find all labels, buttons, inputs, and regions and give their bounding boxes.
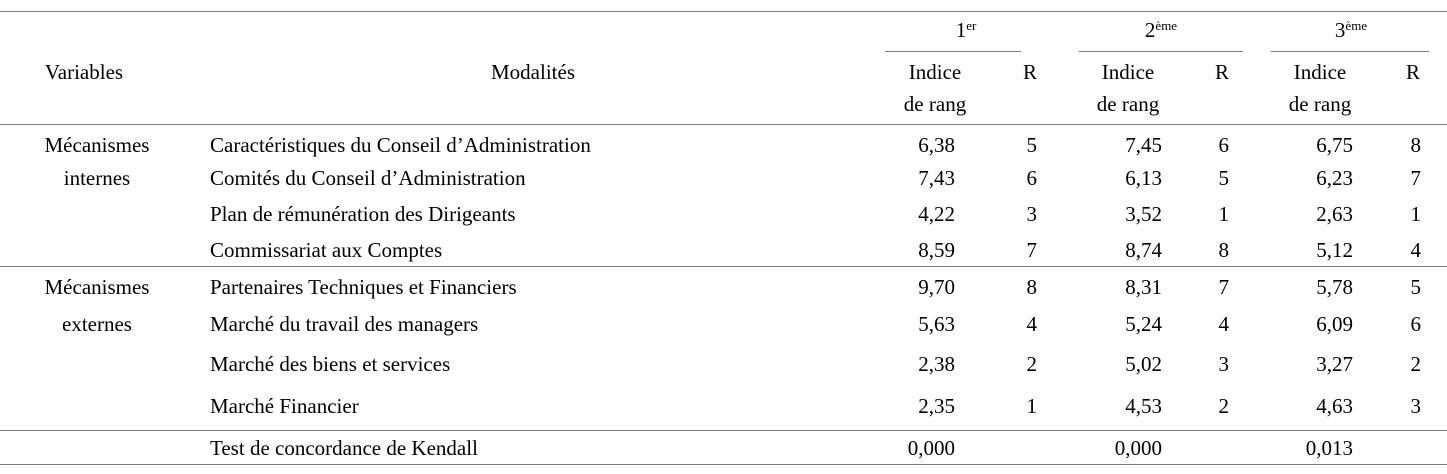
period-underline-1 xyxy=(885,51,1021,52)
row-p3-indice: 3,27 xyxy=(1316,352,1353,376)
row-p2-rank: 1 xyxy=(1218,202,1229,226)
row-p3-indice: 5,12 xyxy=(1316,238,1353,262)
row-p2-indice: 4,53 xyxy=(1125,394,1162,418)
row-p2-rank: 8 xyxy=(1218,238,1229,262)
table-top-rule xyxy=(0,11,1447,12)
row-p3-indice: 6,23 xyxy=(1316,166,1353,190)
row-p2-indice: 7,45 xyxy=(1125,133,1162,157)
row-p3-indice: 5,78 xyxy=(1316,275,1353,299)
row-p1-rank: 2 xyxy=(1026,352,1037,376)
period-heading-3: 3ème xyxy=(1334,18,1368,42)
row-p1-indice: 8,59 xyxy=(918,238,955,262)
variables-header: Variables xyxy=(44,60,124,84)
group-separator-rule xyxy=(0,266,1447,267)
row-p1-rank: 4 xyxy=(1026,312,1037,336)
row-p2-rank: 5 xyxy=(1218,166,1229,190)
kendall-value-3: 0,013 xyxy=(1305,436,1353,460)
row-p3-rank: 5 xyxy=(1410,275,1421,299)
row-p3-indice: 6,09 xyxy=(1316,312,1353,336)
row-p1-indice: 2,35 xyxy=(918,394,955,418)
row-p1-indice: 7,43 xyxy=(918,166,955,190)
row-p3-rank: 6 xyxy=(1410,312,1421,336)
row-p3-rank: 4 xyxy=(1410,238,1421,262)
row-p3-indice: 4,63 xyxy=(1316,394,1353,418)
modalites-header: Modalités xyxy=(491,60,575,84)
kendall-label: Test de concordance de Kendall xyxy=(210,436,478,460)
kendall-value-2: 0,000 xyxy=(1114,436,1162,460)
row-p3-rank: 1 xyxy=(1410,202,1421,226)
row-modalite: Commissariat aux Comptes xyxy=(210,238,443,262)
row-p1-indice: 5,63 xyxy=(918,312,955,336)
row-p2-rank: 3 xyxy=(1218,352,1229,376)
row-p1-indice: 4,22 xyxy=(918,202,955,226)
row-p2-indice: 6,13 xyxy=(1125,166,1162,190)
row-p3-indice: 2,63 xyxy=(1316,202,1353,226)
row-p1-indice: 9,70 xyxy=(918,275,955,299)
period-3-rank-header: R xyxy=(1405,60,1421,84)
row-p1-indice: 2,38 xyxy=(918,352,955,376)
row-p3-rank: 7 xyxy=(1410,166,1421,190)
row-p2-indice: 8,74 xyxy=(1125,238,1162,262)
row-p2-indice: 3,52 xyxy=(1125,202,1162,226)
row-p1-rank: 5 xyxy=(1026,133,1037,157)
row-p3-rank: 2 xyxy=(1410,352,1421,376)
row-modalite: Marché des biens et services xyxy=(210,352,451,376)
row-p2-rank: 2 xyxy=(1218,394,1229,418)
row-p3-indice: 6,75 xyxy=(1316,133,1353,157)
period-heading-1: 1er xyxy=(955,18,977,42)
row-p2-rank: 7 xyxy=(1218,275,1229,299)
row-p2-indice: 5,02 xyxy=(1125,352,1162,376)
row-p3-rank: 3 xyxy=(1410,394,1421,418)
period-1-rank-header: R xyxy=(1022,60,1038,84)
row-modalite: Comités du Conseil d’Administration xyxy=(210,166,526,190)
row-p1-rank: 1 xyxy=(1026,394,1037,418)
row-p3-rank: 8 xyxy=(1410,133,1421,157)
row-p1-indice: 6,38 xyxy=(918,133,955,157)
row-modalite: Plan de rémunération des Dirigeants xyxy=(210,202,516,226)
row-p1-rank: 7 xyxy=(1026,238,1037,262)
row-p2-rank: 4 xyxy=(1218,312,1229,336)
row-p2-indice: 5,24 xyxy=(1125,312,1162,336)
kendall-value-1: 0,000 xyxy=(907,436,955,460)
period-heading-2: 2ème xyxy=(1144,18,1178,42)
header-bottom-rule xyxy=(0,124,1447,125)
row-modalite: Marché Financier xyxy=(210,394,359,418)
table-bottom-rule xyxy=(0,464,1447,465)
kendall-separator-rule xyxy=(0,430,1447,431)
row-p2-indice: 8,31 xyxy=(1125,275,1162,299)
row-modalite: Caractéristiques du Conseil d’Administration xyxy=(210,133,591,157)
row-p1-rank: 6 xyxy=(1026,166,1037,190)
period-underline-3 xyxy=(1271,51,1429,52)
row-modalite: Marché du travail des managers xyxy=(210,312,479,336)
row-p2-rank: 6 xyxy=(1218,133,1229,157)
period-2-rank-header: R xyxy=(1214,60,1230,84)
period-underline-2 xyxy=(1079,51,1243,52)
row-p1-rank: 3 xyxy=(1026,202,1037,226)
row-modalite: Partenaires Techniques et Financiers xyxy=(210,275,517,299)
row-p1-rank: 8 xyxy=(1026,275,1037,299)
